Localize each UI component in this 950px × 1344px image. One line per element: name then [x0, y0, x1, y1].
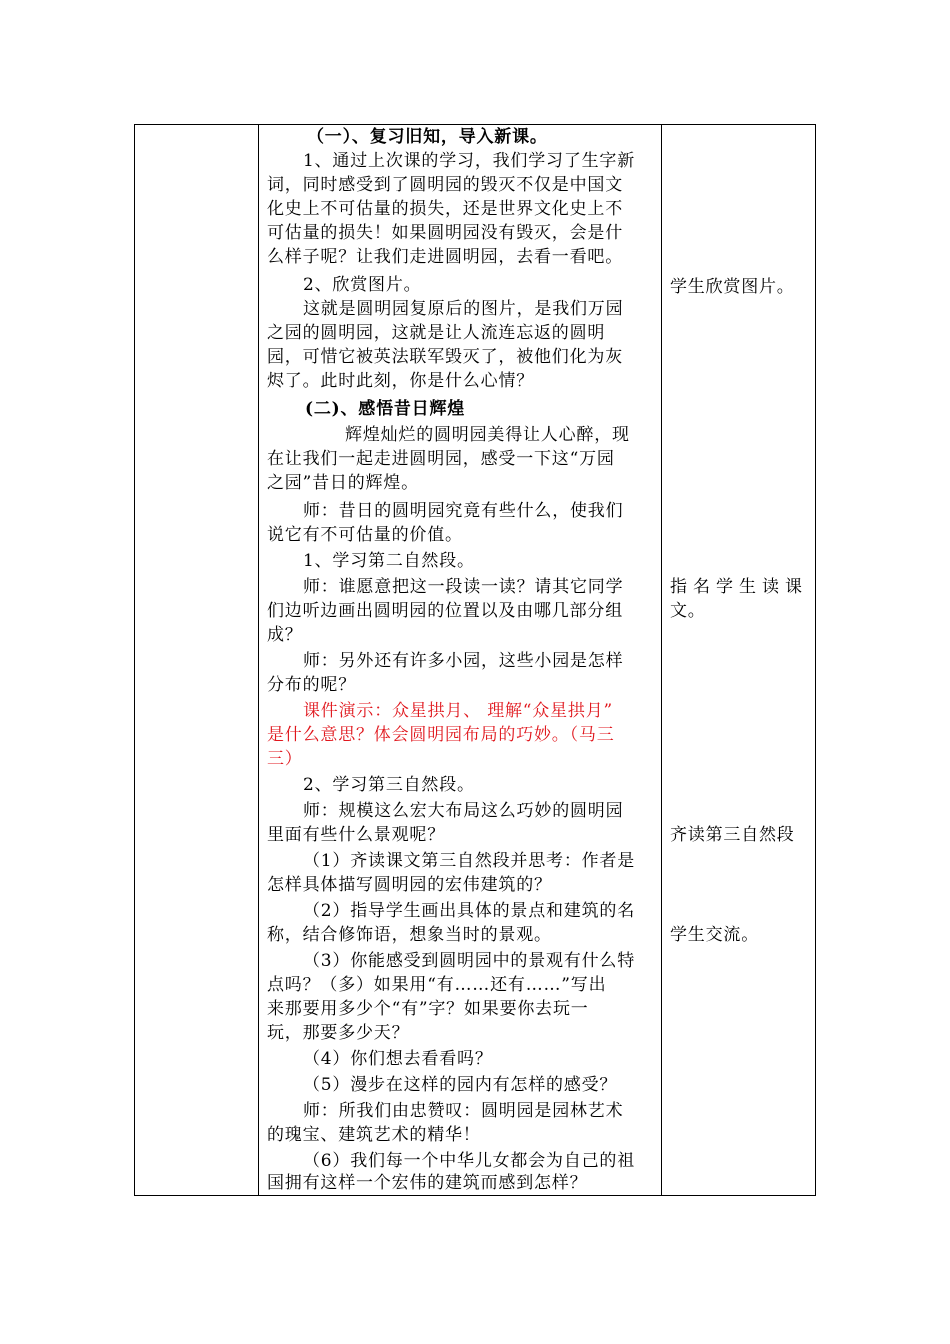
text-line: 园，可惜它被英法联军毁灭了，被他们化为灰 — [267, 347, 623, 367]
lesson-plan-table — [134, 124, 816, 1196]
text-line: 说它有不可估量的价值。 — [267, 525, 463, 545]
student-note: 学生欣赏图片。 — [670, 277, 795, 297]
text-line: 么样子呢？让我们走进圆明园，去看一看吧。 — [267, 247, 623, 267]
text-line: （1）齐读课文第三自然段并思考：作者是 — [303, 851, 636, 871]
text-line: 可估量的损失！如果圆明园没有毁灭，会是什 — [267, 223, 623, 243]
teaching-process-column — [259, 125, 662, 1195]
text-line: 2、学习第三自然段。 — [303, 775, 475, 795]
text-line: 之园”昔日的辉煌。 — [267, 473, 419, 493]
courseware-note: 是什么意思？体会圆明园布局的巧妙。（马三 — [267, 725, 615, 745]
text-line: （3）你能感受到圆明园中的景观有什么特 — [303, 951, 636, 971]
text-line: 烬了。此时此刻，你是什么心情？ — [267, 371, 534, 391]
courseware-note: 三） — [267, 749, 303, 769]
text-line: 词，同时感受到了圆明园的毁灭不仅是中国文 — [267, 175, 623, 195]
text-line: （4）你们想去看看吗？ — [303, 1049, 493, 1069]
text-line: 国拥有这样一个宏伟的建筑而感到怎样？ — [267, 1173, 588, 1193]
student-note: 学生交流。 — [670, 925, 759, 945]
student-note: 齐读第三自然段 — [670, 825, 795, 845]
text-line: 师：谁愿意把这一段读一读？请其它同学 — [303, 577, 624, 597]
text-line: 师：另外还有许多小园，这些小园是怎样 — [303, 651, 624, 671]
text-line: 成？ — [267, 625, 303, 645]
text-line: 们边听边画出圆明园的位置以及由哪几部分组 — [267, 601, 623, 621]
student-note: 指名学生读课 — [670, 577, 808, 597]
text-line: 1、通过上次课的学习，我们学习了生字新 — [303, 151, 636, 171]
section-heading-glory: (二)、感悟昔日辉煌 — [305, 399, 466, 419]
text-line: 里面有些什么景观呢？ — [267, 825, 445, 845]
text-line: 分布的呢？ — [267, 675, 356, 695]
text-line: 师：昔日的圆明园究竟有些什么，使我们 — [303, 501, 624, 521]
text-line: 师：规模这么宏大布局这么巧妙的圆明园 — [303, 801, 624, 821]
text-line: （5）漫步在这样的园内有怎样的感受？ — [303, 1075, 618, 1095]
section-heading-review: （一）、复习旧知，导入新课。 — [307, 127, 548, 147]
text-line: 之园的圆明园，这就是让人流连忘返的圆明 — [267, 323, 606, 343]
text-line: 点吗？（多）如果用“有……还有……”写出 — [267, 975, 607, 995]
text-line: 怎样具体描写圆明园的宏伟建筑的？ — [267, 875, 552, 895]
courseware-note: 课件演示：众星拱月、 理解“众星拱月” — [303, 701, 613, 721]
text-line: 来那要用多少个“有”字？如果要你去玩一 — [267, 999, 589, 1019]
text-line: 师：所我们由忠赞叹：圆明园是园林艺术 — [303, 1101, 624, 1121]
text-line: 称，结合修饰语，想象当时的景观。 — [267, 925, 552, 945]
text-line: 玩，那要多少天？ — [267, 1023, 410, 1043]
text-line: 在让我们一起走进圆明园，感受一下这“万园 — [267, 449, 615, 469]
student-note: 文。 — [670, 601, 706, 621]
text-line: 辉煌灿烂的圆明园美得让人心醉，现 — [345, 425, 630, 445]
text-line: （6）我们每一个中华儿女都会为自己的祖 — [303, 1151, 636, 1171]
student-activity-column — [662, 125, 815, 1195]
text-line: 这就是圆明园复原后的图片，是我们万园 — [303, 299, 624, 319]
text-line: 1、学习第二自然段。 — [303, 551, 475, 571]
text-line: 化史上不可估量的损失，还是世界文化史上不 — [267, 199, 623, 219]
text-line: （2）指导学生画出具体的景点和建筑的名 — [303, 901, 636, 921]
left-column — [135, 125, 259, 1195]
text-line: 2、欣赏图片。 — [303, 275, 422, 295]
text-line: 的瑰宝、建筑艺术的精华！ — [267, 1125, 481, 1145]
